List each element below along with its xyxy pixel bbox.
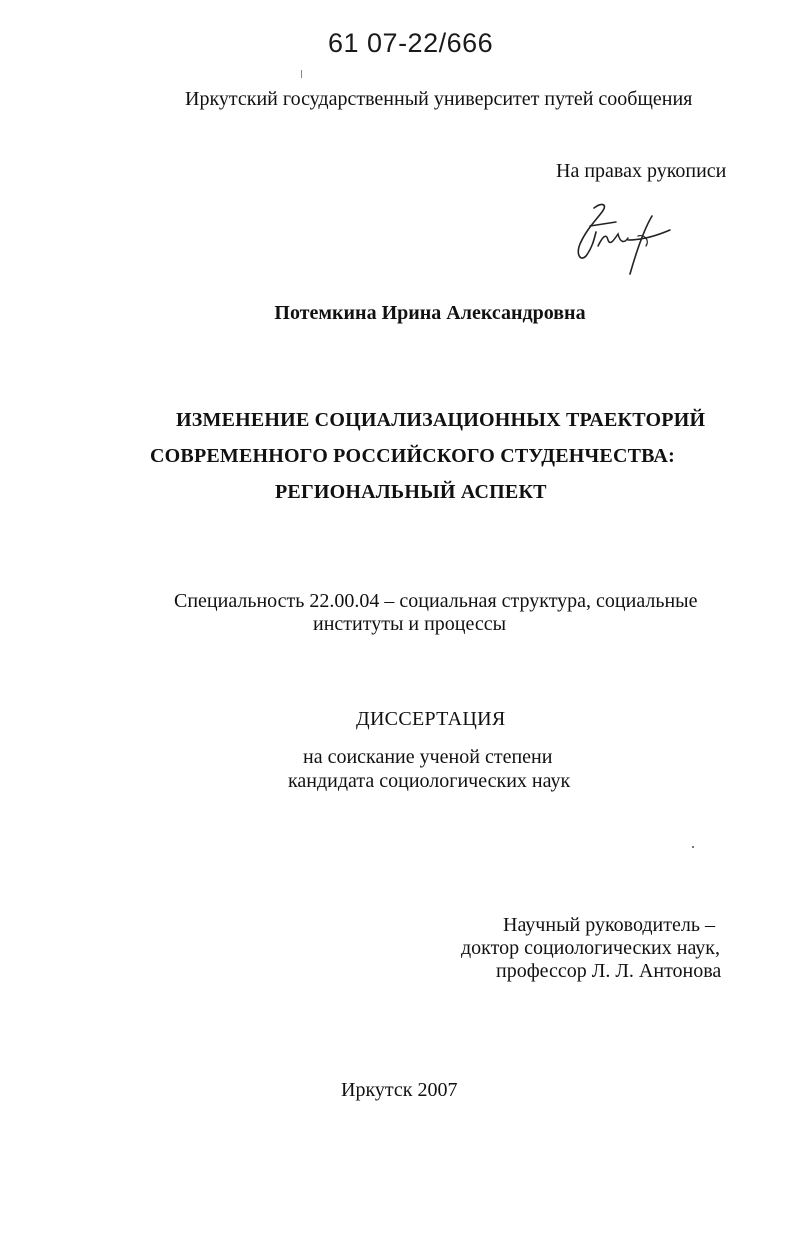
supervisor-line-2: доктор социологических наук,: [461, 937, 721, 959]
author-name: Потемкина Ирина Александровна: [274, 302, 586, 324]
degree-line-2: кандидата социологических наук: [288, 770, 571, 792]
specialty-line-2: институты и процессы: [313, 613, 507, 635]
scan-mark: [301, 70, 302, 78]
supervisor-line-3: профессор Л. Л. Антонова: [496, 960, 722, 982]
signature-icon: [572, 200, 676, 278]
specialty-line-1: Специальность 22.00.04 – социальная структура, социальные: [174, 590, 698, 612]
dissertation-label: ДИССЕРТАЦИЯ: [356, 708, 506, 730]
manuscript-note: На правах рукописи: [556, 160, 727, 182]
supervisor-line-1: Научный руководитель –: [503, 914, 715, 936]
dissertation-title-line-2: СОВРЕМЕННОГО РОССИЙСКОГО СТУДЕНЧЕСТВА:: [150, 445, 675, 467]
degree-line-1: на соискание ученой степени: [303, 746, 553, 768]
dissertation-title-line-3: РЕГИОНАЛЬНЫЙ АСПЕКТ: [275, 481, 547, 503]
city-year: Иркутск 2007: [341, 1079, 458, 1101]
dissertation-title-line-1: ИЗМЕНЕНИЕ СОЦИАЛИЗАЦИОННЫХ ТРАЕКТОРИЙ: [176, 409, 706, 431]
university-name: Иркутский государственный университет путей сообщения: [185, 88, 693, 110]
catalog-stamp: 61 07-22/666: [328, 28, 494, 58]
scan-speck: [692, 846, 694, 848]
